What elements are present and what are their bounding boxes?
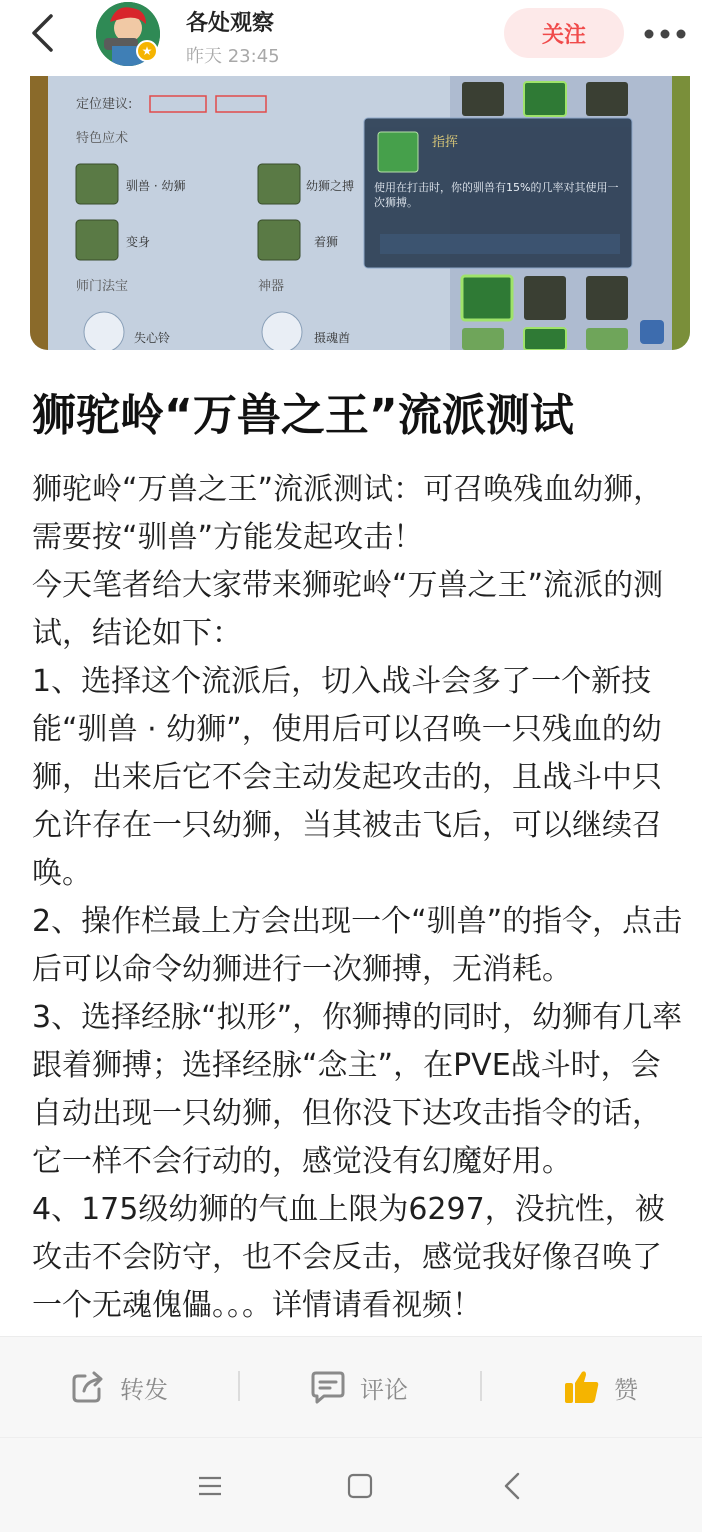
more-dots-icon [643, 29, 687, 39]
sect-label: 师门法宝 [76, 279, 129, 294]
like-button[interactable] [562, 1337, 638, 1437]
item-b: 摄魂酋 [314, 331, 351, 345]
share-button[interactable] [68, 1337, 168, 1437]
item-a: 失心铃 [134, 331, 171, 345]
action-bar [0, 1337, 702, 1437]
tip-title: 指挥 [432, 135, 459, 150]
author-name[interactable]: 各处观察 [186, 11, 275, 36]
special-skills-label: 特色应术 [76, 131, 129, 146]
chevron-left-icon [29, 13, 55, 53]
like-label: 赞 [614, 1375, 638, 1404]
article-title: 狮驼岭“万兽之王”流派测试 [32, 390, 574, 441]
article-body [32, 466, 688, 1330]
home-button[interactable] [340, 1466, 380, 1506]
skill-a: 驯兽 · 幼狮 [126, 179, 186, 193]
follow-button[interactable]: 关注 [504, 8, 624, 58]
post-header [0, 0, 702, 76]
paragraph: 3、选择经脉“拟形”，你狮搏的同时，幼狮有几率跟着狮搏；选择经脉“念主”，在PVE战斗时，会自动出现一只幼狮，但你没下达攻击指令的话，它一样不会行动的，感觉没有幻魔好用。 [32, 1000, 683, 1179]
menu-icon [197, 1475, 223, 1497]
thumbs-up-icon [562, 1367, 602, 1407]
star-badge-icon: ★ [136, 40, 158, 62]
post-image[interactable] [30, 76, 690, 350]
tip-text: 使用在打击时，你的驯兽有15%的几率对其使用一次狮搏。 [374, 181, 619, 209]
sect-b-label: 神器 [258, 279, 285, 294]
comment-button[interactable] [308, 1337, 408, 1437]
position-hint: 定位建议: [76, 97, 133, 112]
separator [480, 1371, 482, 1401]
back-button[interactable] [22, 10, 62, 56]
separator [238, 1371, 240, 1401]
paragraph: 狮驼岭“万兽之王”流派测试：可召唤残血幼狮，需要按“驯兽”方能发起攻击！ [32, 472, 664, 555]
post-time: 昨天 23:45 [186, 46, 280, 67]
comment-label: 评论 [360, 1375, 408, 1404]
paragraph: 1、选择这个流派后，切入战斗会多了一个新技能“驯兽 · 幼狮”，使用后可以召唤一只残血的幼狮，出来后它不会主动发起攻击的，且战斗中只允许存在一只幼狮，当其被击飞后，可以继续召唤。 [32, 664, 662, 891]
menu-button[interactable] [190, 1466, 230, 1506]
back-icon [503, 1472, 521, 1500]
share-icon [68, 1367, 108, 1407]
skill-b: 幼狮之搏 [306, 179, 355, 193]
skill-d: 着狮 [314, 235, 339, 249]
home-square-icon [347, 1473, 373, 1499]
tooltip-panel [364, 118, 632, 268]
comment-icon [308, 1367, 348, 1407]
system-nav-bar [0, 1437, 702, 1532]
paragraph: 今天笔者给大家带来狮驼岭“万兽之王”流派的测试，结论如下： [32, 568, 664, 651]
paragraph: 4、175级幼狮的气血上限为6297，没抗性，被攻击不会防守，也不会反击，感觉我好像召唤了一个无魂傀儡。。。详情请看视频！ [32, 1192, 665, 1323]
more-button[interactable] [640, 14, 690, 54]
system-back-button[interactable] [492, 1466, 532, 1506]
paragraph: 2、操作栏最上方会出现一个“驯兽”的指令，点击后可以命令幼狮进行一次狮搏，无消耗。 [32, 904, 683, 987]
skill-c: 变身 [126, 235, 151, 249]
share-label: 转发 [120, 1375, 168, 1404]
